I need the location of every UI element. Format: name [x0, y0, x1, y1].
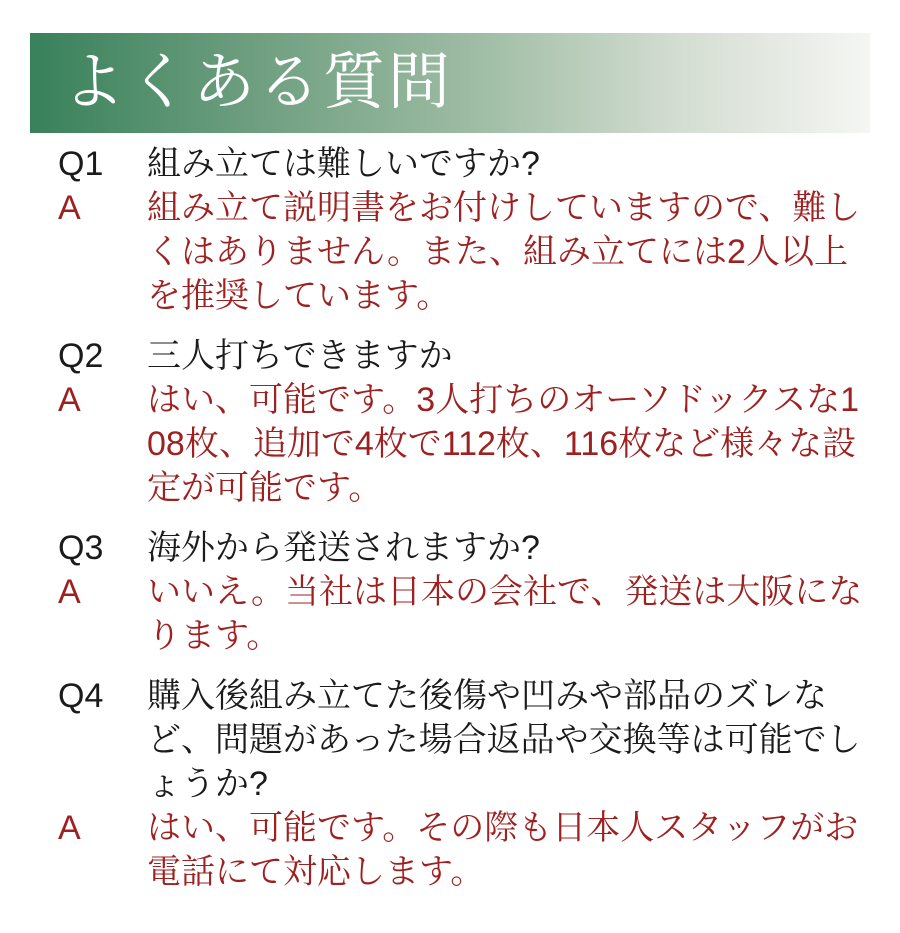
answer-row — [58, 570, 866, 658]
question-row — [58, 674, 866, 806]
question-label: Q1 — [58, 145, 104, 183]
faq-list — [58, 142, 866, 894]
faq-item — [58, 142, 866, 318]
question-text: 組み立ては難しいですか? — [147, 145, 540, 183]
question-row — [58, 142, 866, 186]
answer-label: A — [58, 189, 81, 227]
faq-page — [0, 33, 900, 933]
question-text: 海外から発送されますか? — [147, 529, 540, 567]
answer-text: いいえ。当社は日本の会社で、発送は大阪になります。 — [147, 573, 863, 655]
page-title: よくある質問 — [63, 48, 454, 117]
answer-text: はい、可能です。3人打ちのオーソドックスな108枚、追加で4枚で112枚、116枚など様々な設定が可能です。 — [147, 381, 860, 507]
faq-item — [58, 674, 866, 894]
answer-label: A — [58, 573, 81, 611]
question-text: 購入後組み立てた後傷や凹みや部品のズレなど、問題があった場合返品や交換等は可能でしょうか? — [147, 677, 861, 803]
faq-item — [58, 526, 866, 658]
answer-label: A — [58, 809, 81, 847]
answer-row — [58, 186, 866, 318]
answer-text: はい、可能です。その際も日本人スタッフがお電話にて対応します。 — [147, 809, 859, 891]
answer-row — [58, 378, 866, 510]
question-label: Q3 — [58, 529, 104, 567]
question-text: 三人打ちできますか — [147, 337, 453, 375]
answer-text: 組み立て説明書をお付けしていますので、難しくはありません。また、組み立てには2人以上を推奨しています。 — [147, 189, 861, 315]
header-banner — [30, 33, 870, 133]
question-row — [58, 526, 866, 570]
question-row — [58, 334, 866, 378]
answer-row — [58, 806, 866, 894]
answer-label: A — [58, 381, 81, 419]
faq-item — [58, 334, 866, 510]
question-label: Q2 — [58, 337, 104, 375]
question-label: Q4 — [58, 677, 104, 715]
